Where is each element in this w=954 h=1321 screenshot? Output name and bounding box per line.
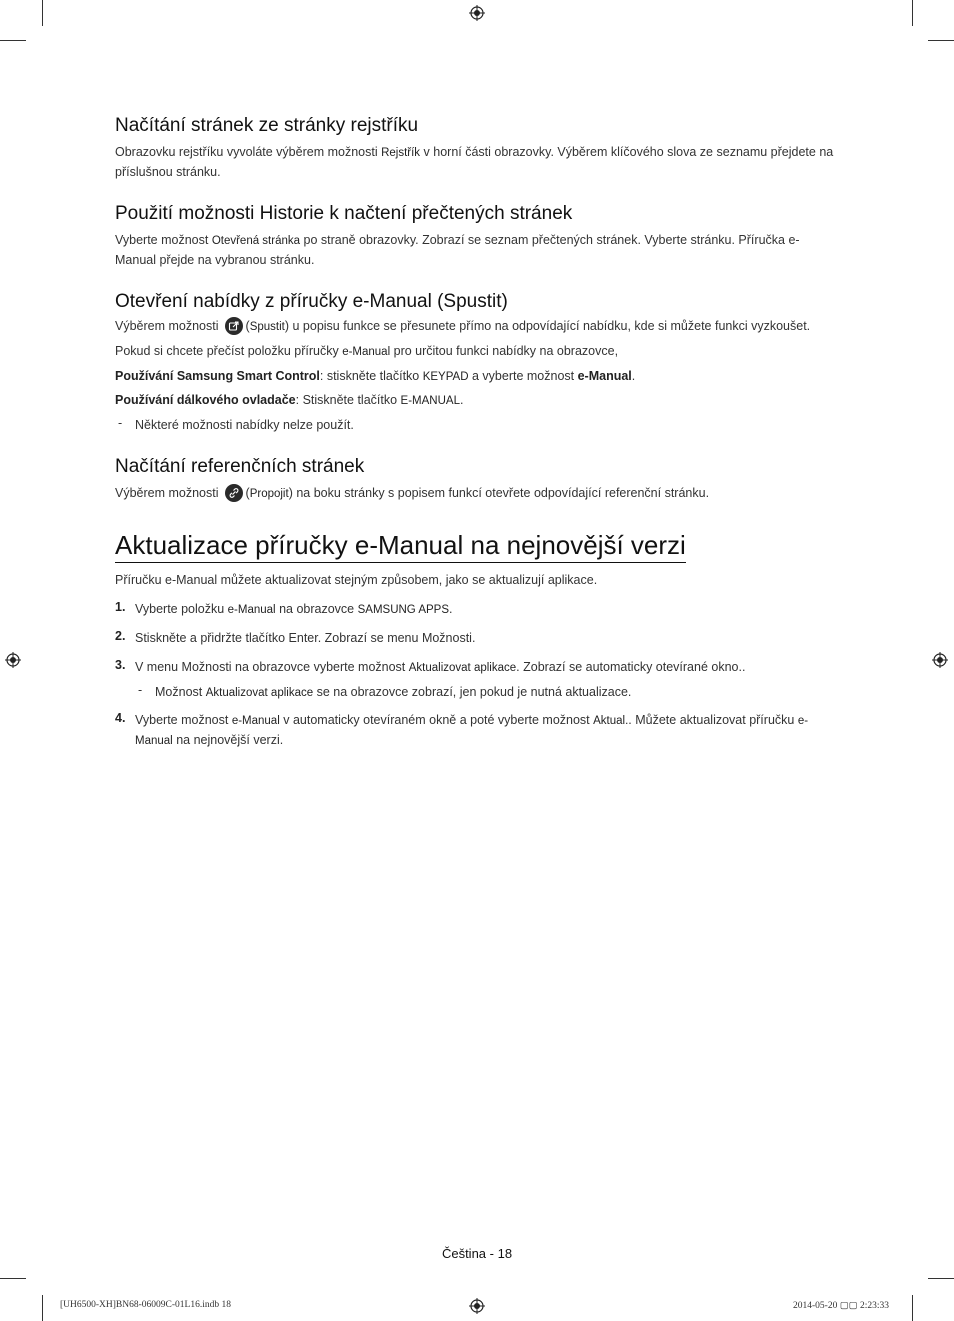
text: . xyxy=(631,369,636,383)
text: Pokud si chcete přečíst položku příručky xyxy=(115,344,343,358)
print-slug-left: [UH6500-XH]BN68-06009C-01L16.indb 18 xyxy=(60,1300,231,1310)
keyword: Otevřená stránka xyxy=(211,235,301,247)
text: Vyberte možnost xyxy=(115,233,212,247)
text: . Můžete aktualizovat příručku xyxy=(628,713,798,727)
registration-mark-icon xyxy=(469,1298,485,1314)
section-heading: Načítání referenčních stránek xyxy=(115,456,365,477)
keyword: SAMSUNG APPS xyxy=(357,604,449,616)
keyword: Propojit xyxy=(249,488,289,500)
crop-mark xyxy=(0,1278,26,1279)
open-link-icon xyxy=(225,317,243,335)
registration-mark-icon xyxy=(5,652,21,668)
section-paragraph xyxy=(115,391,837,411)
keyword: e-Manual xyxy=(135,715,809,747)
note-dash: - xyxy=(138,683,143,697)
keyword: e-Manual xyxy=(577,369,632,383)
note-dash: - xyxy=(118,416,123,430)
crop-mark xyxy=(42,1295,43,1321)
text: pro určitou funkci nabídky na obrazovce, xyxy=(390,344,619,358)
text: ( xyxy=(245,486,250,500)
crop-mark xyxy=(928,1278,954,1279)
keyword: Spustit xyxy=(249,321,285,333)
text: Obrazovku rejstříku vyvoláte výběrem možnosti xyxy=(115,145,382,159)
section-heading: Použití možnosti Historie k načtení přečtených stránek xyxy=(115,203,573,224)
keyword: e-Manual xyxy=(342,346,391,358)
bold-label: Používání Samsung Smart Control xyxy=(115,369,320,383)
text: : Stiskněte tlačítko xyxy=(295,393,401,407)
section-heading: Načítání stránek ze stránky rejstříku xyxy=(115,115,419,136)
keyword: Aktualizovat aplikace xyxy=(408,662,517,674)
step-text xyxy=(135,600,835,620)
keyword: Rejstřík xyxy=(381,147,421,159)
text: . xyxy=(449,602,453,616)
page-number: Čeština - 18 xyxy=(441,1246,513,1261)
text: ( xyxy=(245,319,250,333)
section-paragraph xyxy=(115,342,837,362)
section-paragraph xyxy=(115,317,837,337)
print-slug-right: 2014-05-20 ▢▢ 2:23:33 xyxy=(793,1301,890,1311)
intro-paragraph: Příručku e-Manual můžete aktualizovat stejným způsobem, jako se aktualizují aplikace. xyxy=(115,573,598,587)
text: Vyberte možnost xyxy=(135,713,232,727)
keyword: e-Manual xyxy=(227,604,276,616)
step-text xyxy=(135,711,835,751)
text: a vyberte možnost xyxy=(468,369,578,383)
step-number: 3. xyxy=(115,658,126,672)
text: v horní části obrazovky. Výběrem klíčového slova ze seznamu přejdete na příslušnou stránku. xyxy=(115,145,834,179)
crop-mark xyxy=(0,40,26,41)
text: : stiskněte tlačítko xyxy=(319,369,423,383)
text: ) u popisu funkce se přesunete přímo na odpovídající nabídku, kde si můžete funkci vyzkoušet. xyxy=(284,319,811,333)
keyword: E-MANUAL xyxy=(400,395,460,407)
section-paragraph xyxy=(115,484,837,504)
bold-label: Používání dálkového ovladače xyxy=(115,393,296,407)
text: v automaticky otevíraném okně a poté vyberte možnost xyxy=(279,713,594,727)
text: . xyxy=(459,393,464,407)
section-paragraph xyxy=(115,231,837,270)
step-text xyxy=(135,658,835,678)
crop-mark xyxy=(912,0,913,26)
main-heading: Aktualizace příručky e-Manual na nejnovější verzi xyxy=(115,530,686,563)
text: . Zobrazí se automaticky otevírané okno.. xyxy=(516,660,746,674)
step-text: Stiskněte a přidržte tlačítko Enter. Zobrazí se menu Možnosti. xyxy=(135,631,476,645)
section-heading: Otevření nabídky z příručky e-Manual (Spustit) xyxy=(115,291,508,312)
step-number: 2. xyxy=(115,629,126,643)
text: po straně obrazovky. Zobrazí se seznam přečtených stránek. Vyberte stránku. Příručka e-Manual přejde na vybranou stránku. xyxy=(115,233,800,267)
keyword: Aktualizovat aplikace xyxy=(205,687,314,699)
keyword: KEYPAD xyxy=(422,371,469,383)
keyword: e-Manual xyxy=(231,715,280,727)
text: Výběrem možnosti xyxy=(115,486,219,500)
text: na obrazovce xyxy=(275,602,358,616)
step-subnote xyxy=(155,683,855,703)
crop-mark xyxy=(912,1295,913,1321)
text: Vyberte položku xyxy=(135,602,228,616)
text: Možnost xyxy=(155,685,206,699)
crop-mark xyxy=(42,0,43,26)
registration-mark-icon xyxy=(469,5,485,21)
link-icon xyxy=(225,484,243,502)
registration-mark-icon xyxy=(932,652,948,668)
text: Výběrem možnosti xyxy=(115,319,219,333)
text: se na obrazovce zobrazí, jen pokud je nutná aktualizace. xyxy=(313,685,632,699)
section-paragraph xyxy=(115,143,837,182)
text: ) na boku stránky s popisem funkcí otevřete odpovídající referenční stránku. xyxy=(288,486,710,500)
note-text: Některé možnosti nabídky nelze použít. xyxy=(135,418,354,432)
section-paragraph xyxy=(115,367,837,387)
text: na nejnovější verzi. xyxy=(172,733,284,747)
step-number: 1. xyxy=(115,600,126,614)
crop-mark xyxy=(928,40,954,41)
keyword: Aktual. xyxy=(593,715,629,727)
step-number: 4. xyxy=(115,711,126,725)
text: V menu Možnosti na obrazovce vyberte možnost xyxy=(135,660,409,674)
